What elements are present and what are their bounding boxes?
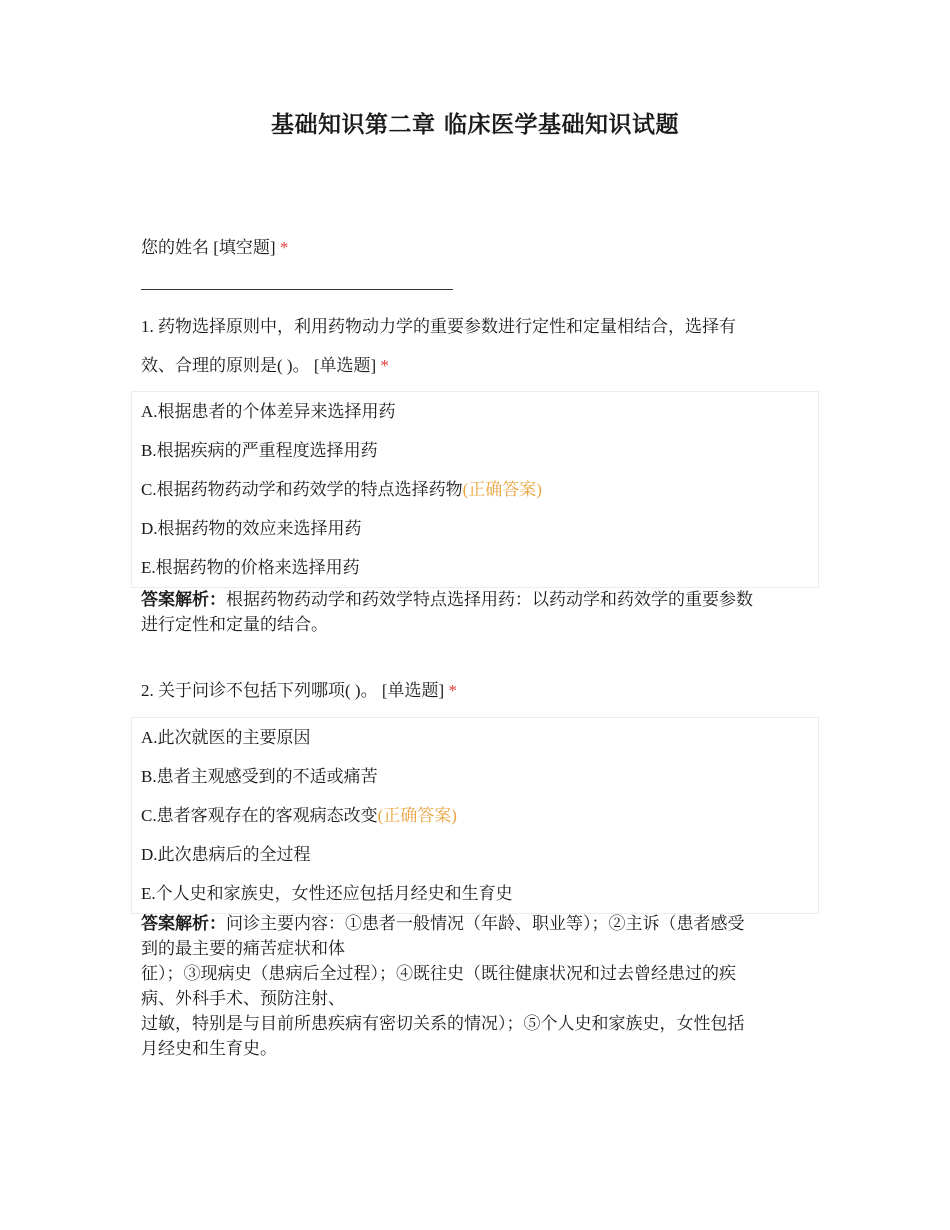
question-2-analysis	[141, 911, 817, 1061]
option-text: C.根据药物药动学和药效学的特点选择药物	[141, 480, 463, 499]
option-text: D.根据药物的效应来选择用药	[141, 519, 362, 538]
analysis-label: 答案解析：	[141, 590, 226, 609]
correct-answer-mark: (正确答案)	[377, 806, 457, 825]
option-text: A.此次就医的主要原因	[141, 728, 311, 747]
option-text: A.根据患者的个体差异来选择用药	[141, 402, 396, 421]
option-text: D.此次患病后的全过程	[141, 845, 311, 864]
analysis-line: 月经史和生育史。	[141, 1039, 277, 1058]
analysis-line	[141, 911, 817, 936]
option-d[interactable]	[132, 835, 818, 874]
option-text: B.根据疾病的严重程度选择用药	[141, 441, 378, 460]
option-c[interactable]	[132, 470, 818, 509]
question-2-text-1: 2. 关于问诊不包括下列哪项( )。 [单选题]	[141, 681, 445, 700]
question-2-options	[131, 717, 819, 914]
option-text: B.患者主观感受到的不适或痛苦	[141, 767, 378, 786]
analysis-line: 征）；③现病史（患病后全过程）；④既往史（既往健康状况和过去曾经患过的疾	[141, 964, 736, 983]
analysis-line: 进行定性和定量的结合。	[141, 615, 328, 634]
question-1-text-1: 1. 药物选择原则中，利用药物动力学的重要参数进行定性和定量相结合，选择有	[141, 317, 736, 336]
name-question-text: 您的姓名 [填空题]	[141, 238, 276, 257]
page-title: 基础知识第二章 临床医学基础知识试题	[270, 112, 679, 138]
analysis-line: 病、外科手术、预防注射、	[141, 989, 345, 1008]
option-b[interactable]	[132, 431, 818, 470]
analysis-line	[141, 587, 817, 612]
option-a[interactable]	[132, 718, 818, 757]
option-text: E.个人史和家族史，女性还应包括月经史和生育史	[141, 884, 513, 903]
analysis-text: 问诊主要内容：①患者一般情况（年龄、职业等）；②主诉（患者感受	[226, 914, 745, 933]
analysis-label: 答案解析：	[141, 914, 226, 933]
correct-answer-mark: (正确答案)	[462, 480, 542, 499]
question-1-text-2: 效、合理的原则是( )。 [单选题]	[141, 356, 377, 375]
analysis-line: 到的最主要的痛苦症状和体	[141, 939, 345, 958]
name-question-label	[141, 228, 288, 267]
option-a[interactable]	[132, 392, 818, 431]
question-1-analysis	[141, 587, 817, 637]
option-text: E.根据药物的价格来选择用药	[141, 558, 360, 577]
option-text: C.患者客观存在的客观病态改变	[141, 806, 378, 825]
question-1-line-2	[141, 346, 389, 385]
option-c[interactable]	[132, 796, 818, 835]
option-e[interactable]	[132, 548, 818, 587]
question-1-line-1	[141, 307, 736, 346]
question-1-options	[131, 391, 819, 588]
option-d[interactable]	[132, 509, 818, 548]
required-mark: *	[448, 681, 457, 700]
required-mark: *	[380, 356, 389, 375]
option-b[interactable]	[132, 757, 818, 796]
required-mark: *	[279, 238, 289, 257]
option-e[interactable]	[132, 874, 818, 913]
analysis-line: 过敏，特别是与目前所患疾病有密切关系的情况）；⑤个人史和家族史，女性包括	[141, 1014, 745, 1033]
analysis-text: 根据药物药动学和药效学特点选择用药：以药动学和药效学的重要参数	[226, 590, 753, 609]
name-input-line[interactable]	[141, 289, 453, 290]
question-2-line-1	[141, 671, 457, 710]
